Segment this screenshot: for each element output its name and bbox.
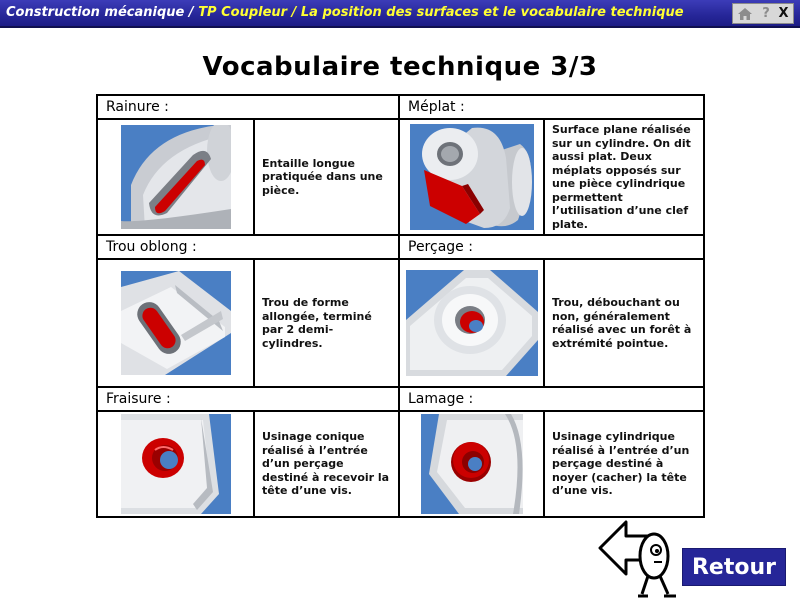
fraisure-image-cell	[98, 412, 255, 516]
trou-oblong-definition: Trou de forme allongée, terminé par 2 demi-cylindres.	[262, 296, 372, 350]
title-bar	[0, 0, 800, 28]
term-header-lamage: Lamage :	[400, 388, 703, 412]
term-header-fraisure: Fraisure :	[98, 388, 399, 412]
term-header-meplat: Méplat :	[400, 96, 703, 120]
meplat-definition: Surface plane réalisée sur un cylindre. On dit aussi plat. Deux méplats opposés sur une pièce cylindrique permettent l’utilisation d’une clef plate.	[552, 123, 691, 231]
term-row-trou-oblong	[98, 260, 399, 388]
meplat-image	[410, 124, 534, 230]
rainure-definition: Entaille longue pratiquée dans une pièce.	[262, 156, 383, 197]
home-icon[interactable]	[737, 7, 753, 21]
course-label: Construction mécanique	[6, 5, 185, 20]
fraisure-definition: Usinage conique réalisé à l’entrée d’un perçage destiné à recevoir la tête d’une vis.	[262, 430, 390, 498]
lamage-definition: Usinage cylindrique réalisé à l’entrée d’un perçage destiné à noyer (cacher) la tête d’une vis.	[552, 430, 690, 498]
lamage-image-cell	[400, 412, 545, 516]
breadcrumb	[6, 5, 684, 20]
right-column	[400, 96, 703, 516]
window-controls	[732, 3, 794, 24]
term-header-rainure: Rainure :	[98, 96, 399, 120]
vocabulary-table	[96, 94, 705, 518]
term-header-trou-oblong: Trou oblong :	[98, 236, 399, 260]
rainure-image	[121, 125, 231, 229]
page-path-title: TP Coupleur / La position des surfaces et le vocabulaire technique	[198, 5, 684, 20]
back-arrow-mascot-icon[interactable]	[598, 518, 682, 600]
page-title: Vocabulaire technique 3/3	[202, 52, 598, 82]
return-button[interactable]: Retour	[682, 548, 786, 586]
left-column	[98, 96, 399, 516]
term-row-lamage	[400, 412, 703, 516]
trou-oblong-image	[121, 271, 231, 375]
percage-definition: Trou, débouchant ou non, généralement réalisé avec un forêt à extrémité pointue.	[552, 296, 692, 350]
term-row-percage	[400, 260, 703, 388]
trou-oblong-image-cell	[98, 260, 255, 386]
rainure-image-cell	[98, 120, 255, 234]
term-row-fraisure	[98, 412, 399, 516]
help-button[interactable]: ?	[762, 6, 770, 21]
term-row-rainure	[98, 120, 399, 236]
lamage-image	[421, 414, 523, 514]
breadcrumb-separator: /	[184, 5, 199, 20]
close-button[interactable]: X	[778, 6, 789, 21]
meplat-image-cell	[400, 120, 545, 234]
fraisure-image	[121, 414, 231, 514]
term-row-meplat	[400, 120, 703, 236]
percage-image	[406, 270, 538, 376]
term-header-percage: Perçage :	[400, 236, 703, 260]
percage-image-cell	[400, 260, 545, 386]
